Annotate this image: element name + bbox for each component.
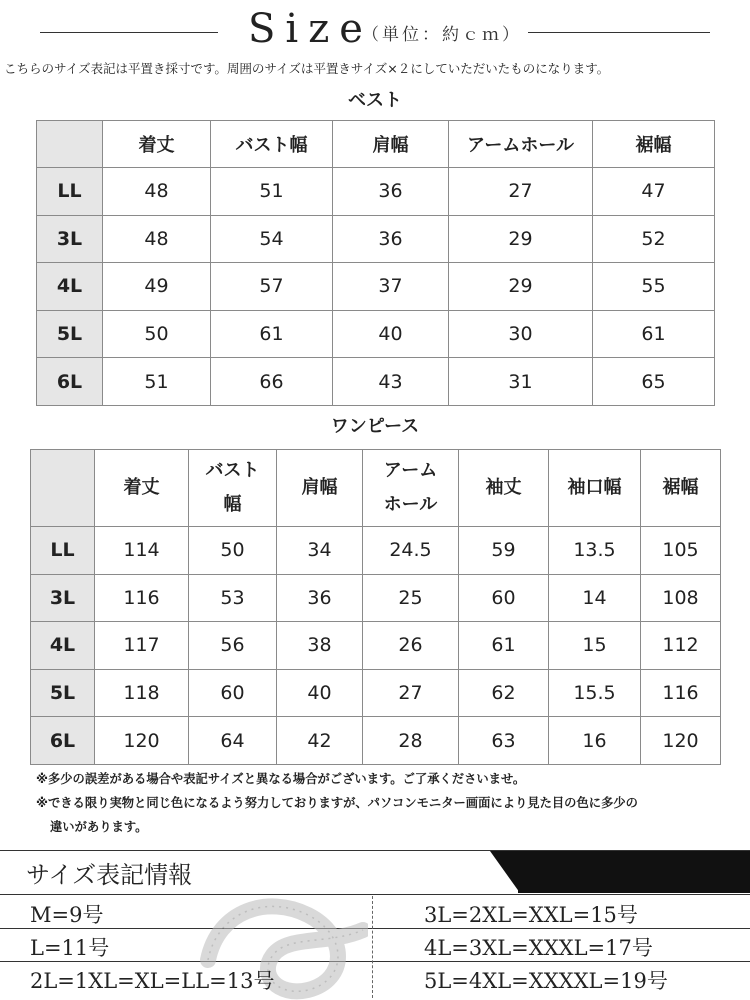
vest-size-label: 4L bbox=[37, 263, 103, 311]
vest-measurement-cell: 36 bbox=[333, 215, 449, 263]
dress-measurement-cell: 56 bbox=[189, 622, 277, 670]
dress-measurement-cell: 62 bbox=[459, 669, 549, 717]
dress-table-row bbox=[31, 527, 721, 575]
dress-measurement-cell: 116 bbox=[641, 669, 721, 717]
dress-column-header bbox=[189, 450, 277, 527]
size-header bbox=[0, 6, 750, 52]
dress-measurement-cell: 36 bbox=[277, 574, 363, 622]
size-info-title: サイズ表記情報 bbox=[26, 861, 193, 889]
dress-column-header-text: アーム bbox=[383, 460, 438, 481]
dress-measurement-cell: 42 bbox=[277, 717, 363, 765]
vest-table-row bbox=[37, 215, 715, 263]
vest-column-header-text: 肩幅 bbox=[372, 135, 409, 156]
dress-measurement-cell: 114 bbox=[95, 527, 189, 575]
dress-measurement-cell: 108 bbox=[641, 574, 721, 622]
dress-measurement-cell: 120 bbox=[95, 717, 189, 765]
dress-measurement-cell: 105 bbox=[641, 527, 721, 575]
vest-header-row bbox=[37, 121, 715, 168]
dress-size-label: 6L bbox=[31, 717, 95, 765]
dress-measurement-cell: 63 bbox=[459, 717, 549, 765]
dress-column-header-text: 袖丈 bbox=[485, 477, 522, 498]
dress-measurement-cell: 34 bbox=[277, 527, 363, 575]
disclaimer-notes bbox=[36, 767, 736, 839]
size-title: Size bbox=[248, 6, 373, 52]
dress-measurement-cell: 15 bbox=[549, 622, 641, 670]
dress-measurement-cell: 118 bbox=[95, 669, 189, 717]
vest-corner-cell bbox=[37, 121, 103, 168]
dress-measurement-cell: 16 bbox=[549, 717, 641, 765]
dress-measurement-cell: 112 bbox=[641, 622, 721, 670]
vest-measurement-cell: 48 bbox=[103, 168, 211, 216]
vest-table-row bbox=[37, 358, 715, 406]
vest-size-label: 3L bbox=[37, 215, 103, 263]
dress-column-header-text: 幅 bbox=[223, 494, 242, 515]
dress-section-title: ワンピース bbox=[330, 416, 420, 437]
header-rule-right bbox=[528, 32, 710, 33]
vest-table-row bbox=[37, 168, 715, 216]
unit-label: （単位：約ｃｍ） bbox=[362, 25, 522, 45]
vest-measurement-cell: 54 bbox=[211, 215, 333, 263]
disclaimer-line-2: ※できる限り実物と同じ色になるよう努力しておりますが、パソコンモニター画面により見た目の色に多少の bbox=[36, 796, 638, 810]
dress-column-header-text: 着丈 bbox=[123, 477, 160, 498]
dress-column-header-text: 袖口幅 bbox=[567, 477, 622, 498]
vest-section-title: ベスト bbox=[348, 90, 402, 111]
dress-table-row bbox=[31, 574, 721, 622]
vest-measurement-cell: 48 bbox=[103, 215, 211, 263]
dress-measurement-cell: 59 bbox=[459, 527, 549, 575]
vest-measurement-cell: 55 bbox=[593, 263, 715, 311]
vest-measurement-cell: 47 bbox=[593, 168, 715, 216]
dress-column-header bbox=[641, 450, 721, 527]
vest-measurement-cell: 30 bbox=[449, 310, 593, 358]
dress-measurement-cell: 27 bbox=[363, 669, 459, 717]
dress-header-row bbox=[31, 450, 721, 527]
dress-measurement-cell: 38 bbox=[277, 622, 363, 670]
vest-measurement-cell: 51 bbox=[211, 168, 333, 216]
dress-measurement-cell: 40 bbox=[277, 669, 363, 717]
vest-measurement-cell: 27 bbox=[449, 168, 593, 216]
dress-column-header bbox=[277, 450, 363, 527]
vest-measurement-cell: 61 bbox=[211, 310, 333, 358]
dress-size-label: LL bbox=[31, 527, 95, 575]
vest-column-header bbox=[593, 121, 715, 168]
header-black-wedge bbox=[490, 851, 520, 893]
dress-measurement-cell: 116 bbox=[95, 574, 189, 622]
dress-measurement-cell: 61 bbox=[459, 622, 549, 670]
vest-size-label: LL bbox=[37, 168, 103, 216]
vest-size-label: 6L bbox=[37, 358, 103, 406]
dress-measurement-cell: 60 bbox=[189, 669, 277, 717]
dress-measurement-cell: 60 bbox=[459, 574, 549, 622]
dress-measurement-cell: 28 bbox=[363, 717, 459, 765]
vest-measurement-cell: 29 bbox=[449, 215, 593, 263]
dress-measurement-cell: 13.5 bbox=[549, 527, 641, 575]
dress-column-header bbox=[363, 450, 459, 527]
vest-measurement-cell: 40 bbox=[333, 310, 449, 358]
dress-table-row bbox=[31, 669, 721, 717]
vest-measurement-cell: 52 bbox=[593, 215, 715, 263]
info-rule-1 bbox=[0, 894, 750, 895]
dress-column-header bbox=[459, 450, 549, 527]
vest-size-label: 5L bbox=[37, 310, 103, 358]
vest-table-row bbox=[37, 310, 715, 358]
dress-column-header-text: ホール bbox=[383, 494, 438, 515]
vest-measurement-cell: 37 bbox=[333, 263, 449, 311]
dress-measurement-cell: 14 bbox=[549, 574, 641, 622]
dress-table-row bbox=[31, 717, 721, 765]
dress-column-header bbox=[95, 450, 189, 527]
vest-measurement-cell: 49 bbox=[103, 263, 211, 311]
vest-measurement-cell: 61 bbox=[593, 310, 715, 358]
dress-measurement-cell: 15.5 bbox=[549, 669, 641, 717]
vest-measurement-cell: 50 bbox=[103, 310, 211, 358]
vest-column-header-text: バスト幅 bbox=[235, 135, 308, 156]
dress-column-header-text: 肩幅 bbox=[301, 477, 338, 498]
vest-measurement-cell: 51 bbox=[103, 358, 211, 406]
disclaimer-line-1: ※多少の誤差がある場合や表記サイズと異なる場合がございます。ご了承くださいませ。 bbox=[36, 772, 526, 786]
measurement-note: こちらのサイズ表記は平置き採寸です。周囲のサイズは平置きサイズ×２にしていただいたものになります。 bbox=[4, 61, 610, 76]
vest-measurement-cell: 43 bbox=[333, 358, 449, 406]
disclaimer-line-3: 違いがあります。 bbox=[50, 820, 148, 834]
vest-column-header bbox=[211, 121, 333, 168]
vest-column-header-text: 着丈 bbox=[138, 135, 175, 156]
vest-column-header-text: 裾幅 bbox=[635, 135, 672, 156]
dress-measurement-cell: 24.5 bbox=[363, 527, 459, 575]
dress-column-header-text: バスト bbox=[205, 460, 260, 481]
dress-size-label: 3L bbox=[31, 574, 95, 622]
dress-column-header bbox=[549, 450, 641, 527]
vest-measurement-cell: 36 bbox=[333, 168, 449, 216]
dress-measurement-cell: 25 bbox=[363, 574, 459, 622]
dress-measurement-cell: 120 bbox=[641, 717, 721, 765]
vest-table-row bbox=[37, 263, 715, 311]
vest-measurement-cell: 29 bbox=[449, 263, 593, 311]
vest-measurement-cell: 65 bbox=[593, 358, 715, 406]
dress-size-label: 5L bbox=[31, 669, 95, 717]
size-info-header bbox=[0, 850, 750, 892]
dress-measurement-cell: 117 bbox=[95, 622, 189, 670]
vest-column-header-text: アームホール bbox=[466, 135, 575, 156]
size-info-right-3: 5L=4XL=XXXXL=19号 bbox=[424, 969, 668, 993]
vest-column-header bbox=[333, 121, 449, 168]
header-rule-left bbox=[40, 32, 218, 33]
size-info-left-1: M=9号 bbox=[30, 903, 104, 927]
dress-measurement-cell: 64 bbox=[189, 717, 277, 765]
size-info-left-2: L=11号 bbox=[30, 936, 110, 960]
vest-measurement-cell: 57 bbox=[211, 263, 333, 311]
vest-size-table bbox=[36, 120, 715, 406]
size-info-left-3: 2L=1XL=XL=LL=13号 bbox=[30, 969, 275, 993]
vest-measurement-cell: 31 bbox=[449, 358, 593, 406]
info-column-divider bbox=[372, 896, 373, 998]
header-black-band bbox=[490, 851, 750, 893]
vest-column-header bbox=[103, 121, 211, 168]
dress-size-label: 4L bbox=[31, 622, 95, 670]
vest-measurement-cell: 66 bbox=[211, 358, 333, 406]
dress-table-row bbox=[31, 622, 721, 670]
dress-measurement-cell: 26 bbox=[363, 622, 459, 670]
dress-corner-cell bbox=[31, 450, 95, 527]
dress-measurement-cell: 53 bbox=[189, 574, 277, 622]
vest-column-header bbox=[449, 121, 593, 168]
dress-measurement-cell: 50 bbox=[189, 527, 277, 575]
size-info-right-1: 3L=2XL=XXL=15号 bbox=[424, 903, 638, 927]
dress-column-header-text: 裾幅 bbox=[662, 477, 699, 498]
size-info-right-2: 4L=3XL=XXXL=17号 bbox=[424, 936, 653, 960]
dress-size-table bbox=[30, 449, 721, 765]
